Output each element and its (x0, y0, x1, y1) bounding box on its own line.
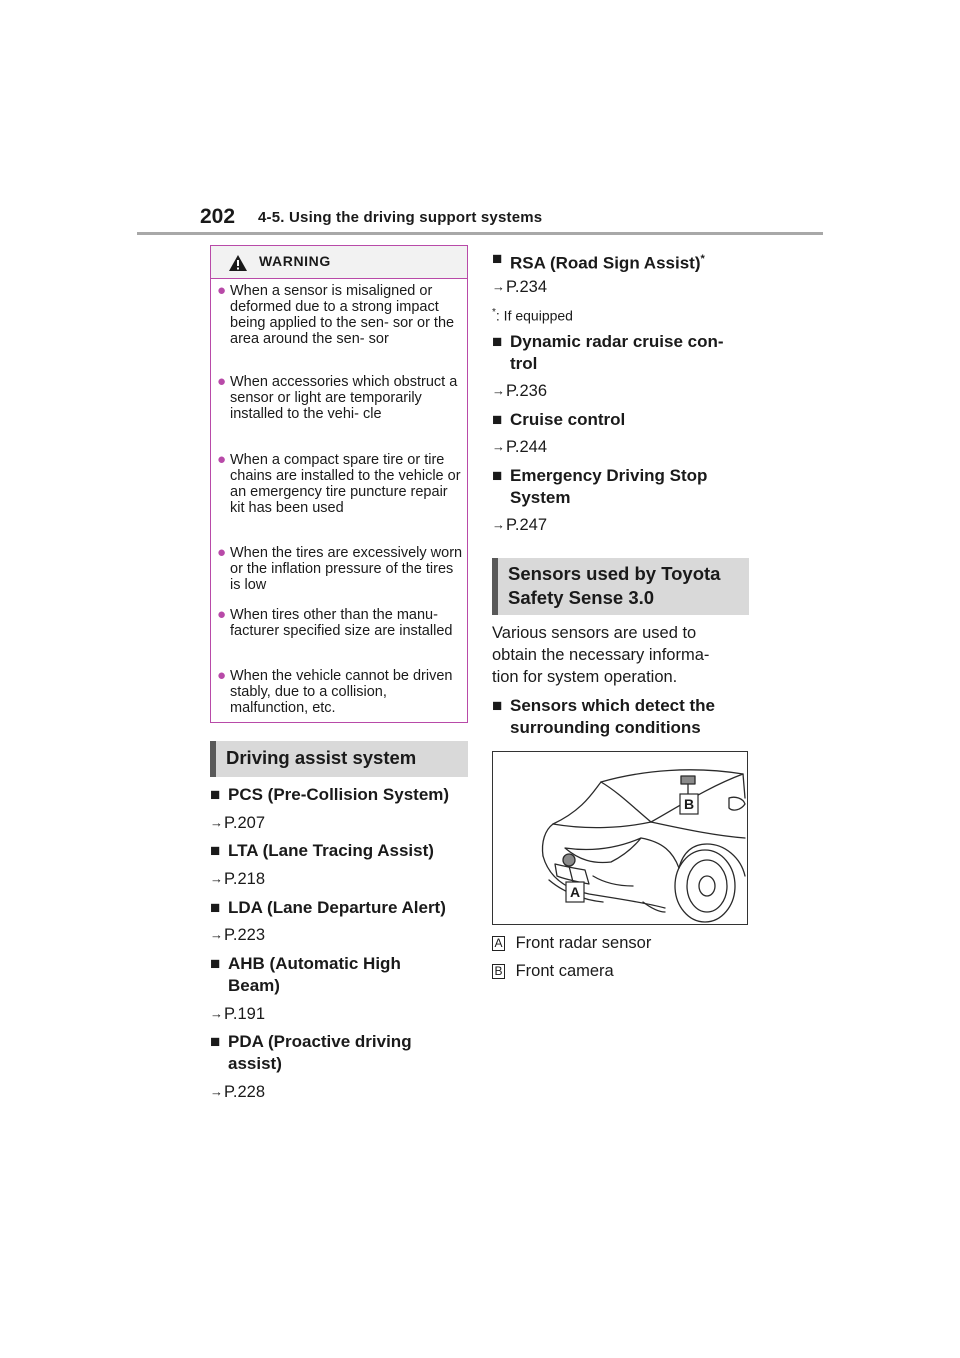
warning-item-text: When a sensor is misaligned or deformed due to a strong impact being applied to the sen- sor or the area around the sen- sor (230, 283, 455, 347)
bullet-icon: ● (217, 282, 227, 299)
warning-item-text: When a compact spare tire or tire chains are installed to the vehicle or an emergency tire puncture repair kit has been used (230, 452, 461, 516)
reference-text: P.223 (224, 926, 265, 944)
square-bullet-icon: ■ (210, 1032, 221, 1051)
page-reference-link[interactable] (492, 277, 547, 297)
list-item-label-cont: Beam) (228, 976, 280, 995)
square-bullet-icon: ■ (492, 332, 503, 351)
driving-assist-heading-text: Driving assist system (226, 747, 417, 768)
sensors-heading (492, 558, 749, 615)
bullet-icon: ● (217, 606, 227, 623)
page-reference-link[interactable] (492, 437, 547, 457)
list-item-label: Dynamic radar cruise con- (510, 332, 724, 351)
legend-text-b: Front camera (515, 962, 614, 980)
page-reference-link[interactable] (210, 813, 265, 833)
sensors-body-line: Various sensors are used to (492, 624, 697, 642)
list-item-label: Cruise control (510, 410, 626, 429)
arrow-icon: → (492, 439, 505, 454)
rsa-label: RSA (Road Sign Assist) (510, 253, 701, 273)
reference-text: P.236 (506, 382, 547, 400)
reference-text: P.228 (224, 1083, 265, 1101)
arrow-icon: → (492, 517, 505, 532)
reference-text: P.247 (506, 516, 547, 534)
square-bullet-icon: ■ (492, 696, 503, 715)
bullet-icon: ● (217, 451, 227, 468)
square-bullet-icon: ■ (492, 466, 503, 485)
arrow-icon: → (210, 815, 223, 830)
arrow-icon: → (210, 927, 223, 942)
driving-assist-heading (210, 741, 468, 777)
car-front-drawing (493, 752, 748, 925)
page-reference-link[interactable] (210, 1004, 265, 1024)
warning-item-text: When accessories which obstruct a sensor or light are temporarily installed to the vehi- cle (230, 374, 458, 422)
warning-item-text: When the tires are excessively worn or the inflation pressure of the tires is low (230, 545, 463, 593)
list-item-label: AHB (Automatic High (228, 954, 401, 973)
callout-b-label (680, 794, 698, 814)
arrow-icon: → (492, 279, 505, 294)
list-item-label: Emergency Driving Stop (510, 466, 708, 485)
legend-key-b: B (492, 964, 505, 979)
reference-text: P.191 (224, 1005, 265, 1023)
warning-item-text: When tires other than the manu- facturer specified size are installed (230, 607, 453, 639)
square-bullet-icon: ■ (492, 249, 503, 268)
page-reference-link[interactable] (210, 925, 265, 945)
sensors-body-line: tion for system operation. (492, 668, 678, 686)
legend-item-a (492, 932, 651, 954)
reference-text: P.218 (224, 870, 265, 888)
reference-text: P.244 (506, 438, 547, 456)
list-item-label-cont: assist) (228, 1054, 282, 1073)
warning-item-text: When the vehicle cannot be driven stably, due to a collision, malfunction, etc. (230, 668, 453, 716)
square-bullet-icon: ■ (210, 841, 221, 860)
asterisk: * (700, 253, 705, 265)
warning-box (210, 245, 468, 723)
legend-text-a: Front radar sensor (515, 934, 652, 952)
reference-text: P.234 (506, 278, 547, 296)
warning-title: WARNING (259, 253, 331, 269)
footnote-mark: * (492, 307, 496, 318)
page-reference-link[interactable] (210, 1082, 265, 1102)
list-item-label: PDA (Proactive driving (228, 1032, 412, 1051)
arrow-icon: → (210, 1006, 223, 1021)
header-rule (137, 232, 823, 235)
list-item-label-cont: trol (510, 354, 538, 373)
page-number: 202 (200, 205, 236, 228)
arrow-icon: → (492, 383, 505, 398)
bullet-icon: ● (217, 373, 227, 390)
list-item-label: PCS (Pre-Collision System) (228, 785, 450, 804)
square-bullet-icon: ■ (210, 785, 221, 804)
square-bullet-icon: ■ (210, 898, 221, 917)
warning-header (211, 246, 467, 279)
arrow-icon: → (210, 1084, 223, 1099)
sensors-heading-line2: Safety Sense 3.0 (508, 587, 655, 608)
footnote-text: : If equipped (495, 307, 573, 324)
arrow-icon: → (210, 871, 223, 886)
list-item-label: LTA (Lane Tracing Assist) (228, 841, 434, 860)
sensors-heading-line1: Sensors used by Toyota (508, 563, 721, 584)
list-item-label: LDA (Lane Departure Alert) (228, 898, 446, 917)
reference-text: P.207 (224, 814, 265, 832)
list-item-label-cont: surrounding conditions (510, 718, 701, 737)
svg-text:B: B (683, 796, 695, 812)
bullet-icon: ● (217, 544, 227, 561)
legend-key-a: A (492, 936, 505, 951)
sensors-body-line: obtain the necessary informa- (492, 646, 710, 664)
square-bullet-icon: ■ (210, 954, 221, 973)
square-bullet-icon: ■ (492, 410, 503, 429)
footnote (492, 303, 573, 326)
page-reference-link[interactable] (492, 381, 547, 401)
svg-text:A: A (569, 884, 581, 900)
car-sensor-illustration (492, 751, 748, 925)
page-reference-link[interactable] (210, 869, 265, 889)
list-item-label (510, 248, 705, 275)
section-title: 4-5. Using the driving support systems (258, 209, 543, 226)
page-reference-link[interactable] (492, 515, 547, 535)
legend-item-b (492, 960, 614, 982)
list-item-label: Sensors which detect the (510, 696, 715, 715)
warning-triangle-icon (228, 254, 248, 272)
bullet-icon: ● (217, 667, 227, 684)
callout-a-label (566, 882, 584, 902)
list-item-label-cont: System (510, 488, 571, 507)
